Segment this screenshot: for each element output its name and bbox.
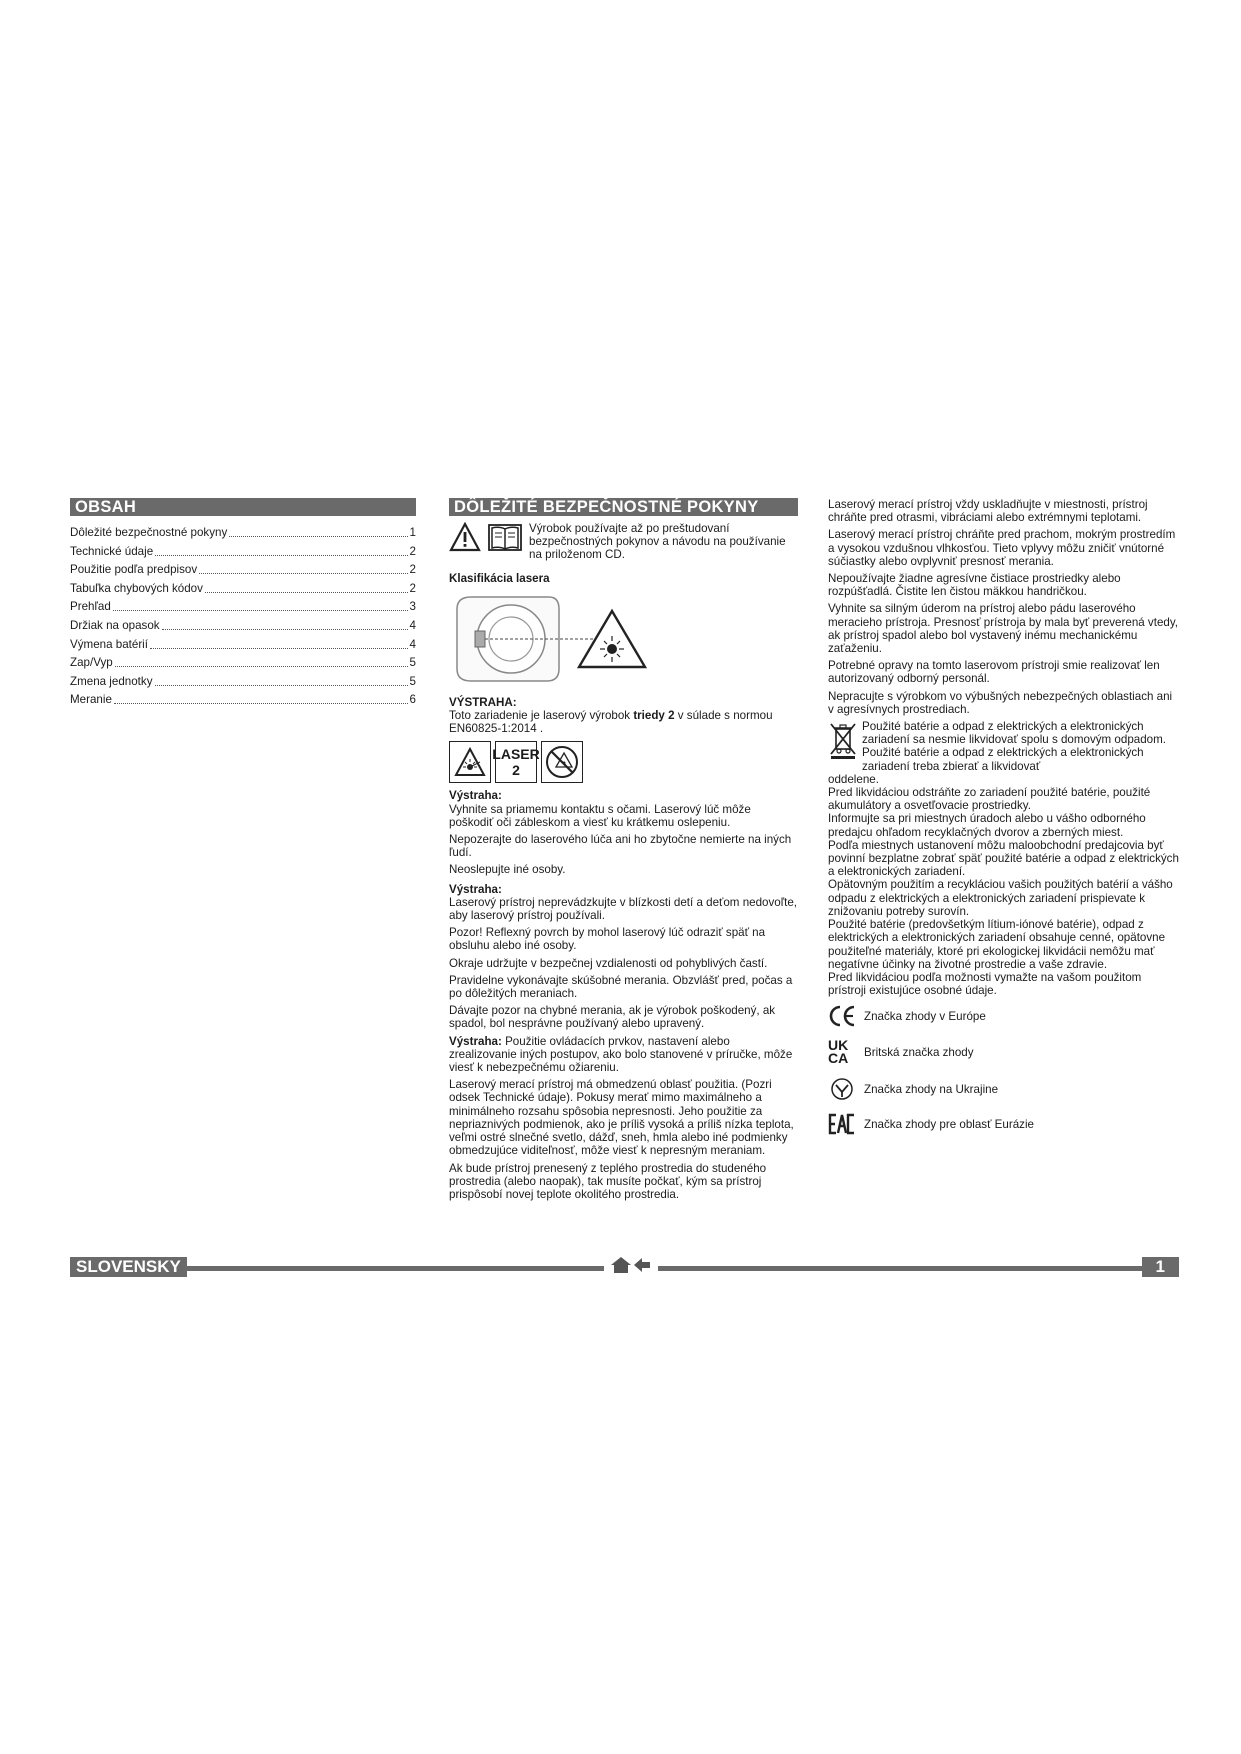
toc-item-page: 1 xyxy=(409,526,416,539)
toc-leader xyxy=(162,629,408,630)
laser-class-statement xyxy=(449,709,798,735)
temperature-paragraph: Ak bude prístroj prenesený z teplého prostredia do studeného prostredia (alebo naopak), tak musíte počkať, kým sa prístroj prispôsobí novej teplote okolitého prostredia. xyxy=(449,1161,767,1201)
toc-item[interactable] xyxy=(70,600,416,614)
warning1-paragraph: Nepozerajte do laserového lúča ani ho zbytočne nemierte na iných ľudí. xyxy=(449,833,792,860)
toc-leader xyxy=(229,536,407,537)
toc-item-title: Tabuľka chybových kódov xyxy=(70,581,203,595)
toc-item-title: Prehľad xyxy=(70,600,111,614)
page-footer xyxy=(70,1257,1179,1277)
toc-item-page: 4 xyxy=(409,618,416,632)
warning3-paragraph xyxy=(449,1035,798,1075)
toc-leader xyxy=(114,703,408,704)
laser-label-word: LASER xyxy=(492,746,540,763)
toc-item-title: Zmena jednotky xyxy=(70,674,153,688)
ce-mark-row xyxy=(828,1005,1180,1027)
toc-leader xyxy=(155,685,408,686)
toc-item-title: Dôležité bezpečnostné pokyny xyxy=(70,526,228,539)
toc-item-page: 2 xyxy=(409,563,416,577)
ce-mark-icon xyxy=(828,1005,856,1027)
warning2-paragraph: Okraje udržujte v bezpečnej vzdialenosti od pohyblivých častí. xyxy=(449,956,768,970)
toc-leader xyxy=(199,573,407,574)
laser-hazard-icon xyxy=(449,741,491,783)
storage-paragraph: Laserový merací prístroj vždy uskladňujte v miestnosti, prístroj chráňte pred otrasmi, vibráciami alebo extrémnymi teplotami. xyxy=(828,498,1148,525)
toc-item-page: 2 xyxy=(409,544,416,558)
disposal-paragraph: Opätovným použitím a recykláciou vašich použitých batérií a vášho odpadu z elektrických a elektronických zariadení prispievate k znižovaniu potreby surovín. xyxy=(828,878,1173,918)
warning2-paragraph: Pravidelne vykonávajte skúšobné merania. Obzvlášť pred, počas a po dôležitých meraniach. xyxy=(449,973,793,1001)
safety-heading: DÔLEŽITÉ BEZPEČNOSTNÉ POKYNY xyxy=(449,498,798,516)
toc-item[interactable] xyxy=(70,693,416,707)
ukca-mark-row xyxy=(828,1039,1180,1065)
disposal-paragraph: Podľa miestnych ustanovení môžu maloobchodní predajcovia byť povinní bezplatne zobrať späť použité batérie a odpad z elektrických a elektronických zariadení. xyxy=(828,838,1179,879)
disposal-paragraph: Použité batérie (predovšetkým lítium-iónové batérie), odpad z elektrických a elektronických zariadení obsahuje cenné, opätovne použiteľné materiály, ktoré pri ekologickej likvidácii nemôžu mať negatívne účinky na životné prostredie a vaše zdravie. xyxy=(828,918,1166,971)
toc-item-title: Zap/Vyp xyxy=(70,656,113,670)
toc-item[interactable] xyxy=(70,675,416,689)
warning3-text: Použitie ovládacích prvkov, nastavení alebo zrealizovanie iných postupov, ako bolo stanovené v príručke, môže viesť k nebezpečnému ožiareniu. xyxy=(449,1034,793,1075)
toc-item[interactable] xyxy=(70,638,416,652)
toc-item-page: 5 xyxy=(409,656,416,670)
repair-paragraph: Potrebné opravy na tomto laserovom prístroji smie realizovať len autorizovaný odborný personál. xyxy=(828,659,1160,686)
eac-mark-row xyxy=(828,1113,1180,1135)
toc-item-title: Použitie podľa predpisov xyxy=(70,563,198,577)
protection-paragraph: Laserový merací prístroj chráňte pred prachom, mokrým prostredím a vysokou vzdušnou vlhkosťou. Tieto vplyvy môžu zničiť vnútorné súčiastky alebo ovplyvniť presnosť merania. xyxy=(828,528,1176,568)
ukca-mark-icon xyxy=(828,1039,856,1065)
toc-item[interactable] xyxy=(70,563,416,577)
disposal-paragraph: Pred likvidáciou odstráňte zo zariadení použité batérie, použité akumulátory a osvetľovacie prostriedky. xyxy=(828,786,1151,813)
warning1-paragraph: Neoslepujte iné osoby. xyxy=(449,863,566,877)
page-number: 1 xyxy=(1142,1257,1179,1277)
home-back-nav[interactable] xyxy=(604,1255,658,1279)
disposal-text xyxy=(828,773,1180,997)
toc-list xyxy=(70,526,416,707)
warning3-label: Výstraha: xyxy=(449,1034,502,1048)
toc-item-page: 2 xyxy=(409,581,416,595)
toc-item[interactable] xyxy=(70,656,416,670)
toc-item-title: Meranie xyxy=(70,693,112,707)
eac-mark-icon xyxy=(828,1113,856,1135)
warning2-paragraph: Laserový prístroj neprevádzkujte v blízkosti detí a deťom nedovoľte, aby laserový prístroj používali. xyxy=(449,895,797,923)
laser-class-heading: Klasifikácia lasera xyxy=(449,571,550,585)
weee-text: Použité batérie a odpad z elektrických a elektronických zariadení sa nesmie likvidovať spolu s domovým odpadom. Použité batérie a odpad z elektrických a elektronických zariadení treba zbierať a likvidovať xyxy=(862,720,1167,773)
laser-device-illustration xyxy=(449,591,649,686)
toc-item-title: Výmena batérií xyxy=(70,637,148,651)
toc-item-page: 5 xyxy=(409,674,416,688)
statement-class: triedy 2 xyxy=(633,709,675,723)
disposal-column xyxy=(828,498,1180,1147)
toc-item-page: 3 xyxy=(409,600,416,614)
home-icon[interactable] xyxy=(610,1256,632,1279)
toc-item-page: 6 xyxy=(409,693,416,707)
toc-item[interactable] xyxy=(70,619,416,633)
no-stare-beam-icon xyxy=(541,741,583,783)
toc-leader xyxy=(155,555,407,556)
warning-triangle-icon xyxy=(449,522,481,555)
toc-leader xyxy=(115,666,408,667)
safety-intro-text: Výrobok používajte až po preštudovaní bezpečnostných pokynov a návodu na používanie na priloženom CD. xyxy=(529,522,786,562)
toc-item-title: Držiak na opasok xyxy=(70,618,160,632)
manual-book-icon xyxy=(487,522,523,555)
statement-pre: Toto zariadenie je laserový výrobok xyxy=(449,709,634,723)
crossed-bin-icon xyxy=(828,720,858,763)
toc-item[interactable] xyxy=(70,545,416,559)
ukraine-mark-icon xyxy=(828,1077,856,1101)
safety-intro xyxy=(449,522,798,562)
laser-class-label xyxy=(492,741,540,783)
warning2-paragraph: Dávajte pozor na chybné merania, ak je výrobok poškodený, ak spadol, bol nesprávne používaný alebo upravený. xyxy=(449,1004,776,1031)
toc-heading: OBSAH xyxy=(70,498,416,516)
toc-item-page: 4 xyxy=(409,637,416,651)
ce-mark-text: Značka zhody v Európe xyxy=(864,1009,986,1023)
toc-leader xyxy=(150,648,408,649)
footer-language: SLOVENSKY xyxy=(70,1257,187,1277)
ukca-line1: UK xyxy=(828,1037,849,1054)
toc-column xyxy=(70,498,416,712)
range-paragraph: Laserový merací prístroj má obmedzenú oblasť použitia. (Pozri odsek Technické údaje). Pokusy merať mimo maximálneho a minimálneho rozsahu spôsobia nepresnosti. Jeho použitie za nepriaznivých podmienok, ako je príliš vysoká a príliš nízka teplota, veľmi ostré slnečné svetlo, dážď, sneh, hmla alebo iné podmienky obmedzujúce viditeľnosť, môže viesť k nepresným meraniam. xyxy=(449,1078,794,1158)
impact-paragraph: Vyhnite sa silným úderom na prístroj alebo pádu laserového meracieho prístroja. Presnosť prístroja by mala byť preverená vtedy, ak prístroj spadol alebo bol vystavený inému mechanickému zaťaženiu. xyxy=(828,602,1179,656)
warning1-paragraph: Vyhnite sa priamemu kontaktu s očami. Laserový lúč môže poškodiť oči zábleskom a viesť ku krátkemu oslepeniu. xyxy=(449,802,751,829)
toc-item[interactable] xyxy=(70,582,416,596)
eac-mark-text: Značka zhody pre oblasť Eurázie xyxy=(864,1117,1034,1131)
toc-item[interactable] xyxy=(70,526,416,540)
warning2-paragraph: Pozor! Reflexný povrch by mohol laserový lúč odraziť späť na obsluhu alebo iné osoby. xyxy=(449,926,766,953)
warning2-heading: Výstraha: xyxy=(449,882,502,896)
disposal-paragraph: Pred likvidáciou podľa možnosti vymažte na vašom použitom prístroji existujúce osobné údaje. xyxy=(828,970,1142,998)
weee-continuation: oddelene. xyxy=(828,772,879,786)
ukca-mark-text: Britská značka zhody xyxy=(864,1045,974,1059)
laser-label-class: 2 xyxy=(512,762,520,779)
safety-column xyxy=(449,498,798,1205)
disposal-paragraph: Informujte sa pri miestnych úradoch alebo u vášho odborného predajcu ohľadom recyklačných dvorov a zberných miest. xyxy=(828,812,1146,839)
warning1-heading: Výstraha: xyxy=(449,789,502,803)
warning-caps-heading: VÝSTRAHA: xyxy=(449,695,517,709)
cleaning-paragraph: Nepoužívajte žiadne agresívne čistiace prostriedky alebo rozpúšťadlá. Čistite len čistou mäkkou handričkou. xyxy=(828,572,1121,599)
weee-notice xyxy=(828,720,1180,773)
toc-item-title: Technické údaje xyxy=(70,544,154,558)
explosive-areas-paragraph: Nepracujte s výrobkom vo výbušných nebezpečných oblastiach ani v agresívnych prostrediach. xyxy=(828,689,1173,716)
toc-leader xyxy=(113,610,408,611)
ua-mark-text: Značka zhody na Ukrajine xyxy=(864,1082,999,1096)
statement-post: v súlade s normou EN60825-1:2014 . xyxy=(449,709,773,736)
toc-leader xyxy=(205,592,408,593)
back-arrow-icon[interactable] xyxy=(632,1256,652,1279)
ua-mark-row xyxy=(828,1077,1180,1101)
ukca-line2: CA xyxy=(828,1050,849,1067)
laser-warning-labels xyxy=(449,741,798,783)
